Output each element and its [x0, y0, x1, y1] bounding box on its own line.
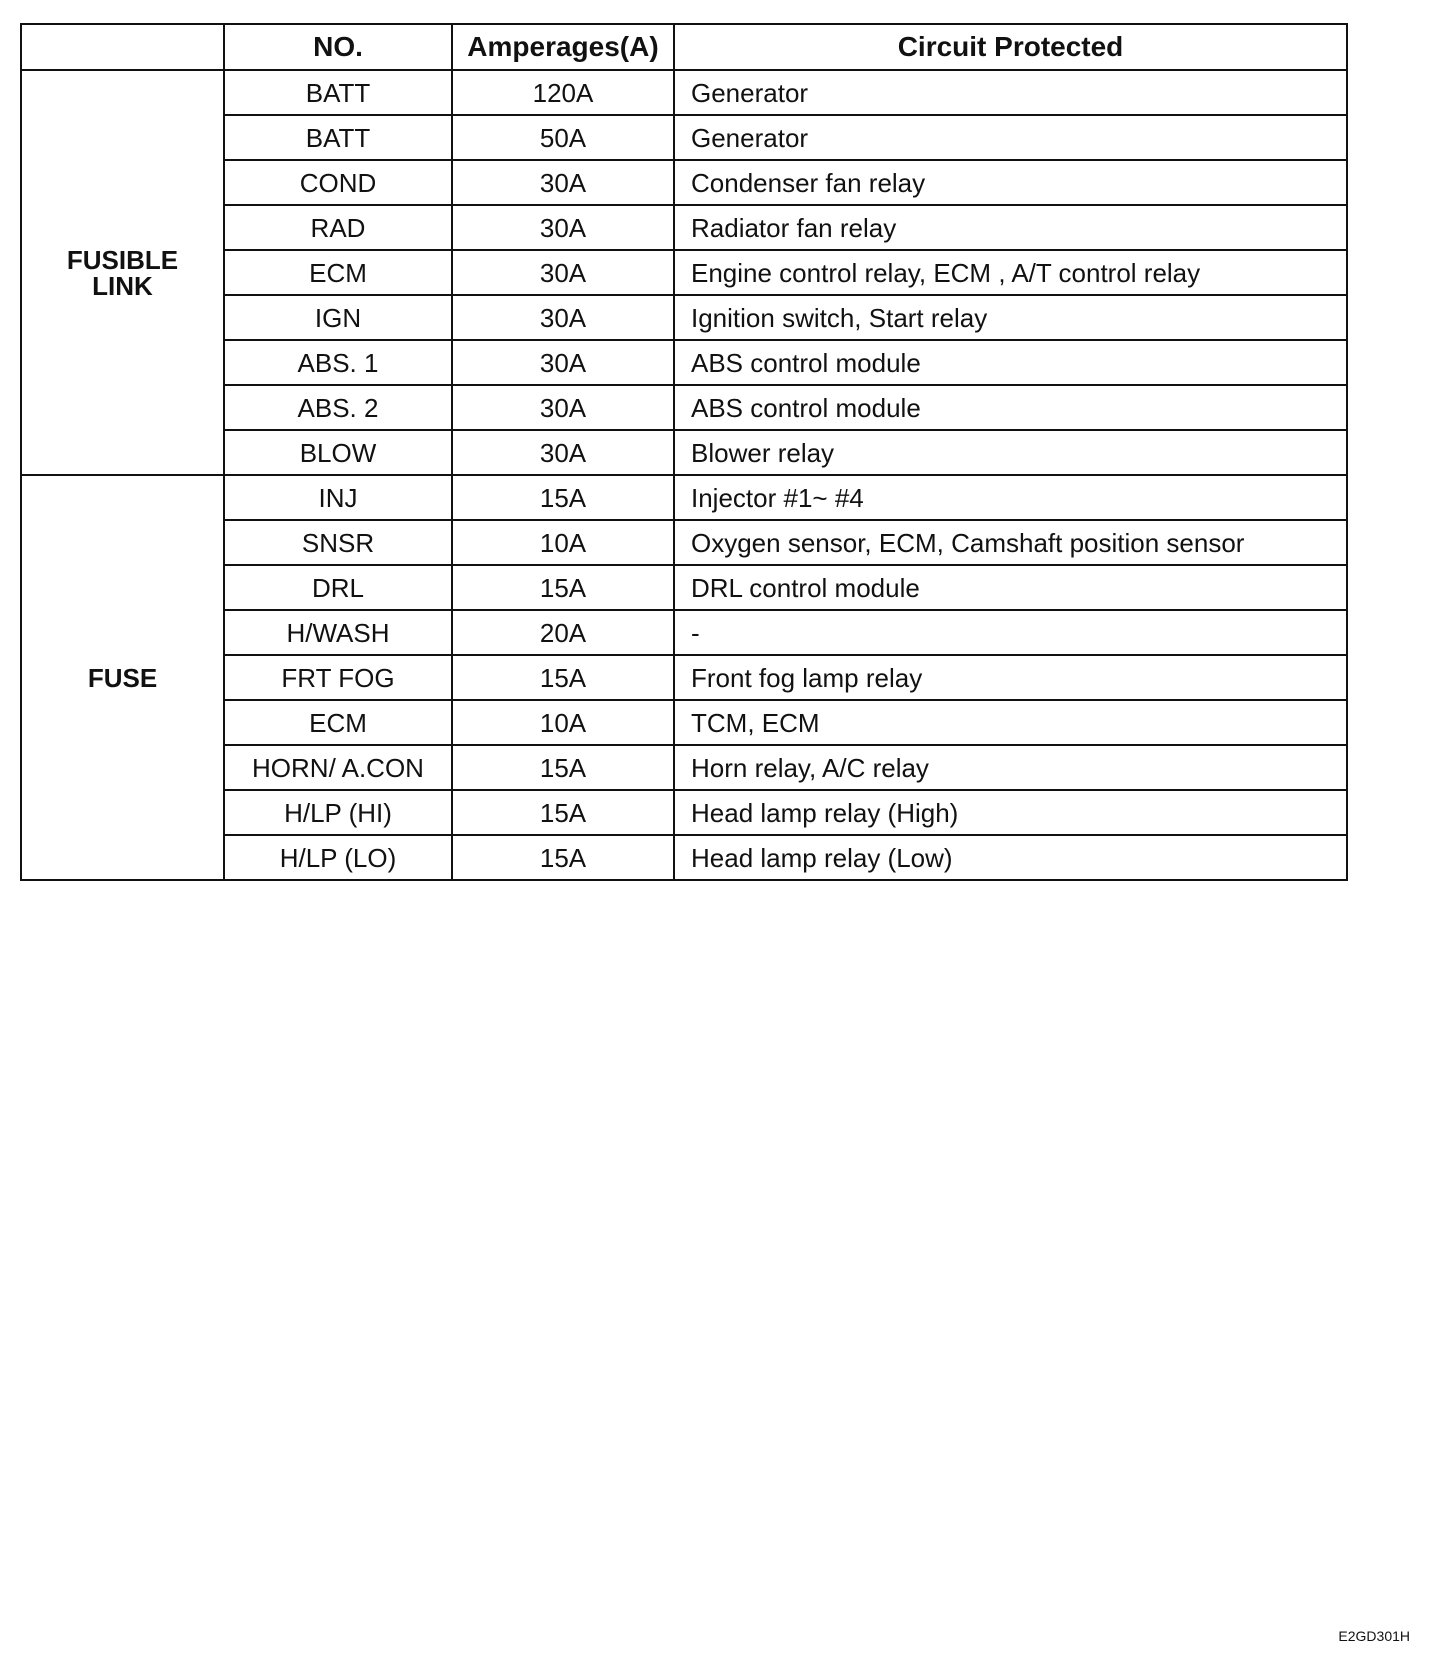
- group-label: [21, 70, 224, 475]
- cell-amp: 30A: [452, 205, 674, 250]
- cell-circuit: Generator: [674, 115, 1347, 160]
- cell-circuit: Radiator fan relay: [674, 205, 1347, 250]
- cell-no: ABS. 1: [224, 340, 452, 385]
- cell-circuit: Front fog lamp relay: [674, 655, 1347, 700]
- cell-circuit: Ignition switch, Start relay: [674, 295, 1347, 340]
- group-label: [21, 475, 224, 880]
- cell-no: FRT FOG: [224, 655, 452, 700]
- cell-no: H/LP (HI): [224, 790, 452, 835]
- cell-amp: 15A: [452, 835, 674, 880]
- cell-no: SNSR: [224, 520, 452, 565]
- cell-amp: 30A: [452, 295, 674, 340]
- cell-no: RAD: [224, 205, 452, 250]
- cell-amp: 15A: [452, 655, 674, 700]
- cell-circuit: Blower relay: [674, 430, 1347, 475]
- cell-no: INJ: [224, 475, 452, 520]
- header-row: [21, 24, 1347, 70]
- cell-amp: 30A: [452, 430, 674, 475]
- cell-amp: 30A: [452, 340, 674, 385]
- cell-amp: 30A: [452, 160, 674, 205]
- cell-no: BATT: [224, 115, 452, 160]
- group-label-line: FUSIBLE: [66, 244, 179, 275]
- cell-amp: 10A: [452, 700, 674, 745]
- cell-no: BLOW: [224, 430, 452, 475]
- cell-circuit: Head lamp relay (Low): [674, 835, 1347, 880]
- cell-amp: 15A: [452, 790, 674, 835]
- cell-amp: 10A: [452, 520, 674, 565]
- cell-circuit: Horn relay, A/C relay: [674, 745, 1347, 790]
- cell-circuit: -: [674, 610, 1347, 655]
- header-amperage: Amperages(A): [452, 24, 674, 70]
- cell-circuit: DRL control module: [674, 565, 1347, 610]
- cell-amp: 120A: [452, 70, 674, 115]
- table-row: [21, 475, 1347, 520]
- cell-no: HORN/ A.CON: [224, 745, 452, 790]
- cell-circuit: TCM, ECM: [674, 700, 1347, 745]
- cell-no: H/LP (LO): [224, 835, 452, 880]
- cell-circuit: Head lamp relay (High): [674, 790, 1347, 835]
- header-group: [21, 24, 224, 70]
- cell-amp: 30A: [452, 385, 674, 430]
- fuse-table: [20, 23, 1348, 881]
- figure-code: E2GD301H: [1338, 1628, 1410, 1644]
- group-label-line: FUSE: [87, 662, 158, 693]
- cell-no: DRL: [224, 565, 452, 610]
- cell-amp: 15A: [452, 745, 674, 790]
- cell-no: IGN: [224, 295, 452, 340]
- cell-circuit: Oxygen sensor, ECM, Camshaft position sensor: [674, 520, 1347, 565]
- cell-no: BATT: [224, 70, 452, 115]
- cell-no: ECM: [224, 250, 452, 295]
- cell-amp: 50A: [452, 115, 674, 160]
- cell-circuit: Condenser fan relay: [674, 160, 1347, 205]
- cell-circuit: Engine control relay, ECM , A/T control relay: [674, 250, 1347, 295]
- header-circuit: Circuit Protected: [674, 24, 1347, 70]
- header-no: NO.: [224, 24, 452, 70]
- cell-circuit: Generator: [674, 70, 1347, 115]
- table-body: [21, 70, 1347, 880]
- cell-no: ECM: [224, 700, 452, 745]
- cell-no: ABS. 2: [224, 385, 452, 430]
- cell-amp: 30A: [452, 250, 674, 295]
- cell-circuit: ABS control module: [674, 385, 1347, 430]
- cell-no: H/WASH: [224, 610, 452, 655]
- cell-amp: 15A: [452, 475, 674, 520]
- cell-circuit: ABS control module: [674, 340, 1347, 385]
- cell-circuit: Injector #1~ #4: [674, 475, 1347, 520]
- table-row: [21, 70, 1347, 115]
- cell-amp: 15A: [452, 565, 674, 610]
- cell-amp: 20A: [452, 610, 674, 655]
- group-label-line: LINK: [92, 270, 153, 301]
- cell-no: COND: [224, 160, 452, 205]
